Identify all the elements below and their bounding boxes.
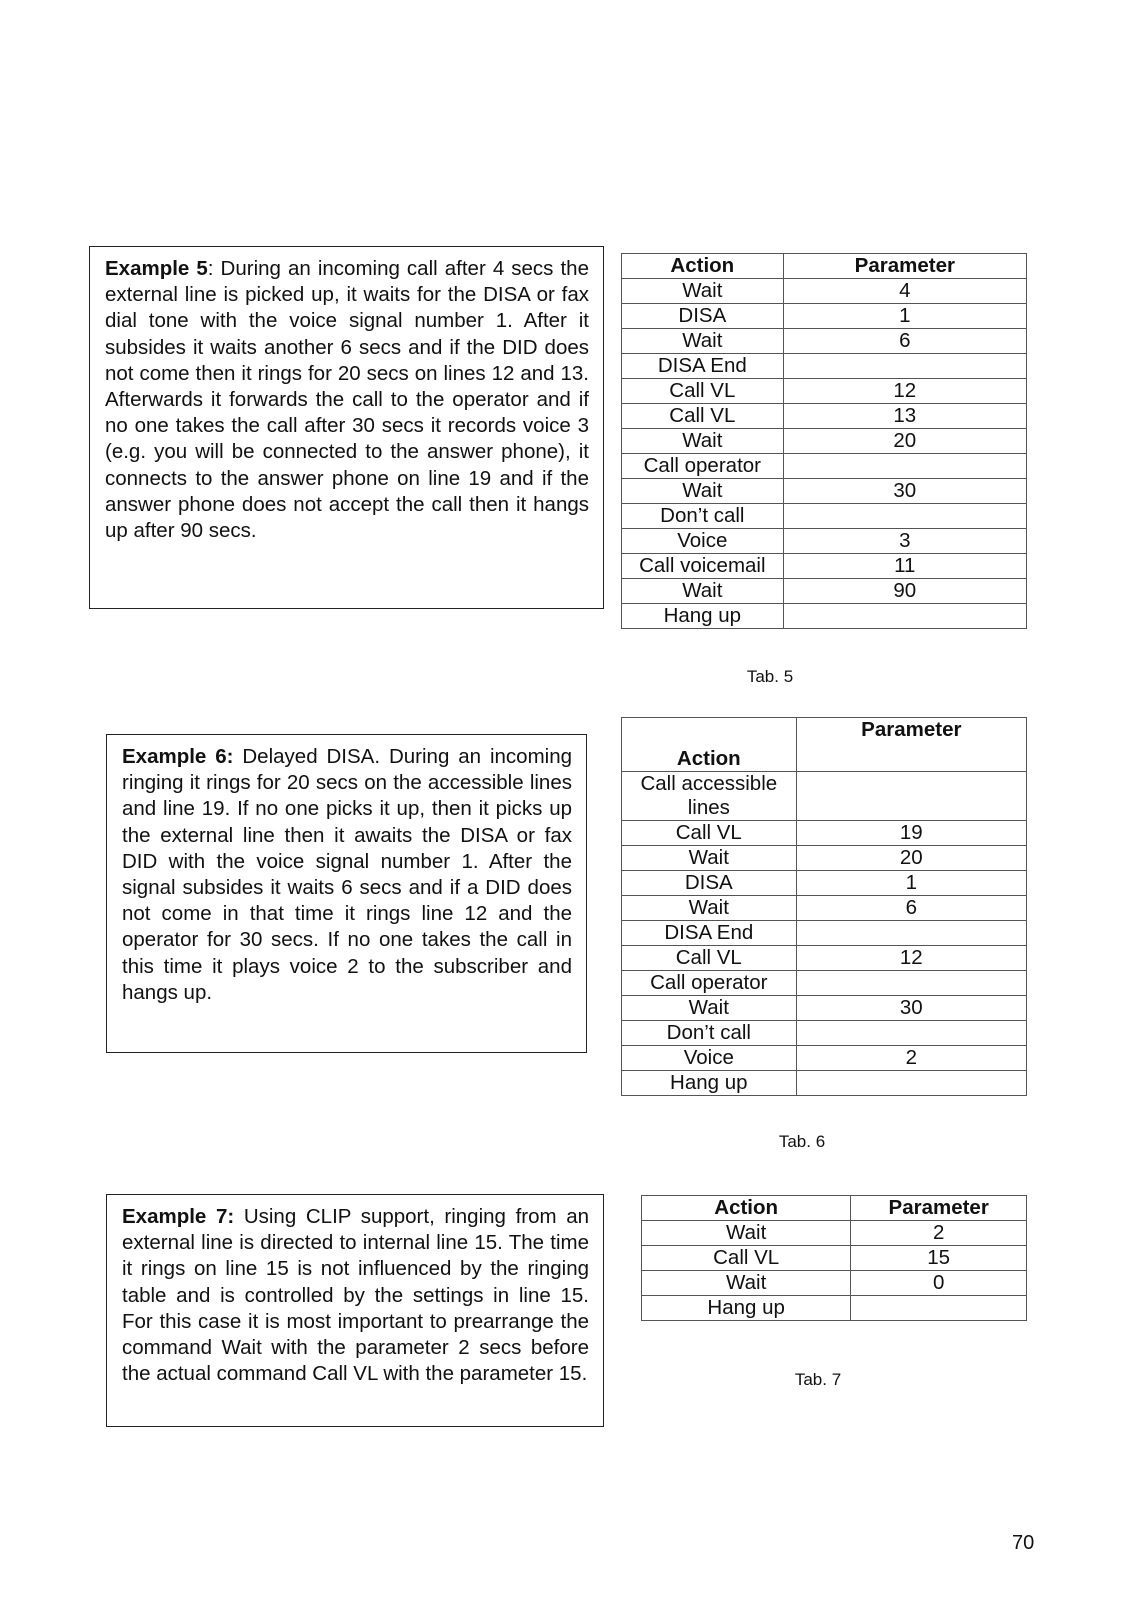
parameter-cell [783, 354, 1026, 379]
parameter-cell: 2 [796, 1046, 1026, 1071]
table-row [622, 479, 1027, 504]
action-header: Action [622, 718, 797, 772]
parameter-header: Parameter [783, 254, 1026, 279]
action-cell: DISA [622, 304, 784, 329]
table-row [622, 579, 1027, 604]
table-row [622, 304, 1027, 329]
action-cell: Wait [622, 896, 797, 921]
example-6-label: Example 6: [122, 745, 234, 768]
action-cell: DISA End [622, 921, 797, 946]
parameter-cell: 11 [783, 554, 1026, 579]
action-header: Action [642, 1196, 851, 1221]
action-cell: Call VL [622, 404, 784, 429]
parameter-cell: 20 [783, 429, 1026, 454]
action-cell: Call operator [622, 454, 784, 479]
table-row [642, 1246, 1027, 1271]
action-cell: Wait [642, 1271, 851, 1296]
example-6-box [106, 734, 587, 1053]
table-row [622, 971, 1027, 996]
parameter-cell: 15 [851, 1246, 1027, 1271]
action-cell: Wait [642, 1221, 851, 1246]
table-7 [641, 1195, 1027, 1321]
table-row [642, 1221, 1027, 1246]
parameter-cell: 1 [783, 304, 1026, 329]
parameter-cell: 20 [796, 846, 1026, 871]
action-cell: Call VL [642, 1246, 851, 1271]
parameter-cell: 90 [783, 579, 1026, 604]
action-cell: DISA End [622, 354, 784, 379]
action-cell: Wait [622, 429, 784, 454]
table-row [622, 896, 1027, 921]
action-cell: Hang up [642, 1296, 851, 1321]
example-7-text: Example 7: Using CLIP support, ringing from an external line is directed to internal line 15. The time it rings on line 15 is not influenced by the ringing table and is controlled by the settings in line 15. For this case it is most important to prearrange the command Wait with the parameter 2 secs before the actual command Call VL with the parameter 15. [122, 1205, 590, 1386]
table-row [622, 821, 1027, 846]
parameter-cell [796, 971, 1026, 996]
action-cell: Don’t call [622, 1021, 797, 1046]
parameter-cell [796, 772, 1026, 821]
table-row [622, 604, 1027, 629]
table-row [622, 1046, 1027, 1071]
parameter-header: Parameter [796, 718, 1026, 772]
table-row [622, 846, 1027, 871]
table-row [622, 772, 1027, 821]
example-5-text: Example 5: During an incoming call after 4 secs the external line is picked up, it waits for the DISA or fax dial tone with the voice signal number 1. After it subsides it waits another 6 secs and if the DID does not come then it rings for 20 secs on lines 12 and 13. Afterwards it forwards the call to the operator and if no one takes the call after 30 secs it records voice 3 (e.g. you will be connected to the answer phone), it connects to the answer phone on line 19 and if the answer phone does not accept the call then it hangs up after 90 secs. [105, 257, 589, 543]
action-header: Action [622, 254, 784, 279]
table-row [622, 329, 1027, 354]
table-row [622, 871, 1027, 896]
parameter-cell [796, 1021, 1026, 1046]
parameter-cell: 6 [796, 896, 1026, 921]
table-row [622, 921, 1027, 946]
parameter-cell: 12 [796, 946, 1026, 971]
parameter-cell [851, 1296, 1027, 1321]
table-6 [621, 717, 1027, 1096]
action-cell: Hang up [622, 1071, 797, 1096]
table-5-caption: Tab. 5 [746, 667, 794, 686]
action-cell: Voice [622, 1046, 797, 1071]
table-7-body [642, 1221, 1027, 1321]
table-row [622, 996, 1027, 1021]
action-cell: Call VL [622, 946, 797, 971]
parameter-cell: 13 [783, 404, 1026, 429]
parameter-cell: 6 [783, 329, 1026, 354]
table-5-body [622, 279, 1027, 629]
parameter-cell: 19 [796, 821, 1026, 846]
parameter-cell [783, 504, 1026, 529]
action-cell: Hang up [622, 604, 784, 629]
action-cell: DISA [622, 871, 797, 896]
table-row [622, 1071, 1027, 1096]
table-header-row [642, 1196, 1027, 1221]
table-row [622, 554, 1027, 579]
parameter-cell: 30 [783, 479, 1026, 504]
table-6-body [622, 772, 1027, 1096]
parameter-cell: 4 [783, 279, 1026, 304]
action-cell: Call accessible lines [622, 772, 797, 821]
action-cell: Wait [622, 479, 784, 504]
parameter-cell [796, 1071, 1026, 1096]
table-header-row [622, 254, 1027, 279]
example-7-label: Example 7: [122, 1205, 235, 1228]
parameter-cell: 0 [851, 1271, 1027, 1296]
action-cell: Call VL [622, 379, 784, 404]
parameter-header: Parameter [851, 1196, 1027, 1221]
table-row [622, 504, 1027, 529]
example-5-box [89, 246, 604, 609]
table-row [622, 354, 1027, 379]
parameter-cell: 30 [796, 996, 1026, 1021]
example-5-label: Example 5 [105, 257, 208, 280]
action-cell: Wait [622, 996, 797, 1021]
example-6-text: Example 6: Delayed DISA. During an incoming ringing it rings for 20 secs on the accessible lines and line 19. If no one picks it up, then it picks up the external line then it awaits the DISA or fax DID with the voice signal number 1. After the signal subsides it waits 6 secs and if a DID does not come in that time it rings line 12 and the operator for 30 secs. If no one takes the call in this time it plays voice 2 to the subscriber and hangs up. [122, 745, 573, 1004]
action-cell: Call voicemail [622, 554, 784, 579]
action-cell: Wait [622, 579, 784, 604]
table-row [642, 1271, 1027, 1296]
parameter-cell [783, 454, 1026, 479]
action-cell: Call VL [622, 821, 797, 846]
table-row [622, 404, 1027, 429]
table-row [622, 946, 1027, 971]
parameter-cell [796, 921, 1026, 946]
action-cell: Call operator [622, 971, 797, 996]
action-cell: Voice [622, 529, 784, 554]
parameter-cell: 3 [783, 529, 1026, 554]
action-cell: Wait [622, 279, 784, 304]
table-header-row [622, 718, 1027, 772]
table-row [622, 454, 1027, 479]
table-row [642, 1296, 1027, 1321]
action-cell: Wait [622, 329, 784, 354]
parameter-cell: 12 [783, 379, 1026, 404]
table-row [622, 279, 1027, 304]
action-cell: Wait [622, 846, 797, 871]
table-row [622, 379, 1027, 404]
table-row [622, 429, 1027, 454]
table-6-caption: Tab. 6 [778, 1132, 826, 1151]
page-number: 70 [1012, 1532, 1035, 1554]
table-row [622, 1021, 1027, 1046]
example-7-box [106, 1194, 604, 1427]
parameter-cell: 2 [851, 1221, 1027, 1246]
table-7-caption: Tab. 7 [794, 1370, 842, 1389]
parameter-cell [783, 604, 1026, 629]
table-5 [621, 253, 1027, 629]
action-cell: Don’t call [622, 504, 784, 529]
parameter-cell: 1 [796, 871, 1026, 896]
table-row [622, 529, 1027, 554]
